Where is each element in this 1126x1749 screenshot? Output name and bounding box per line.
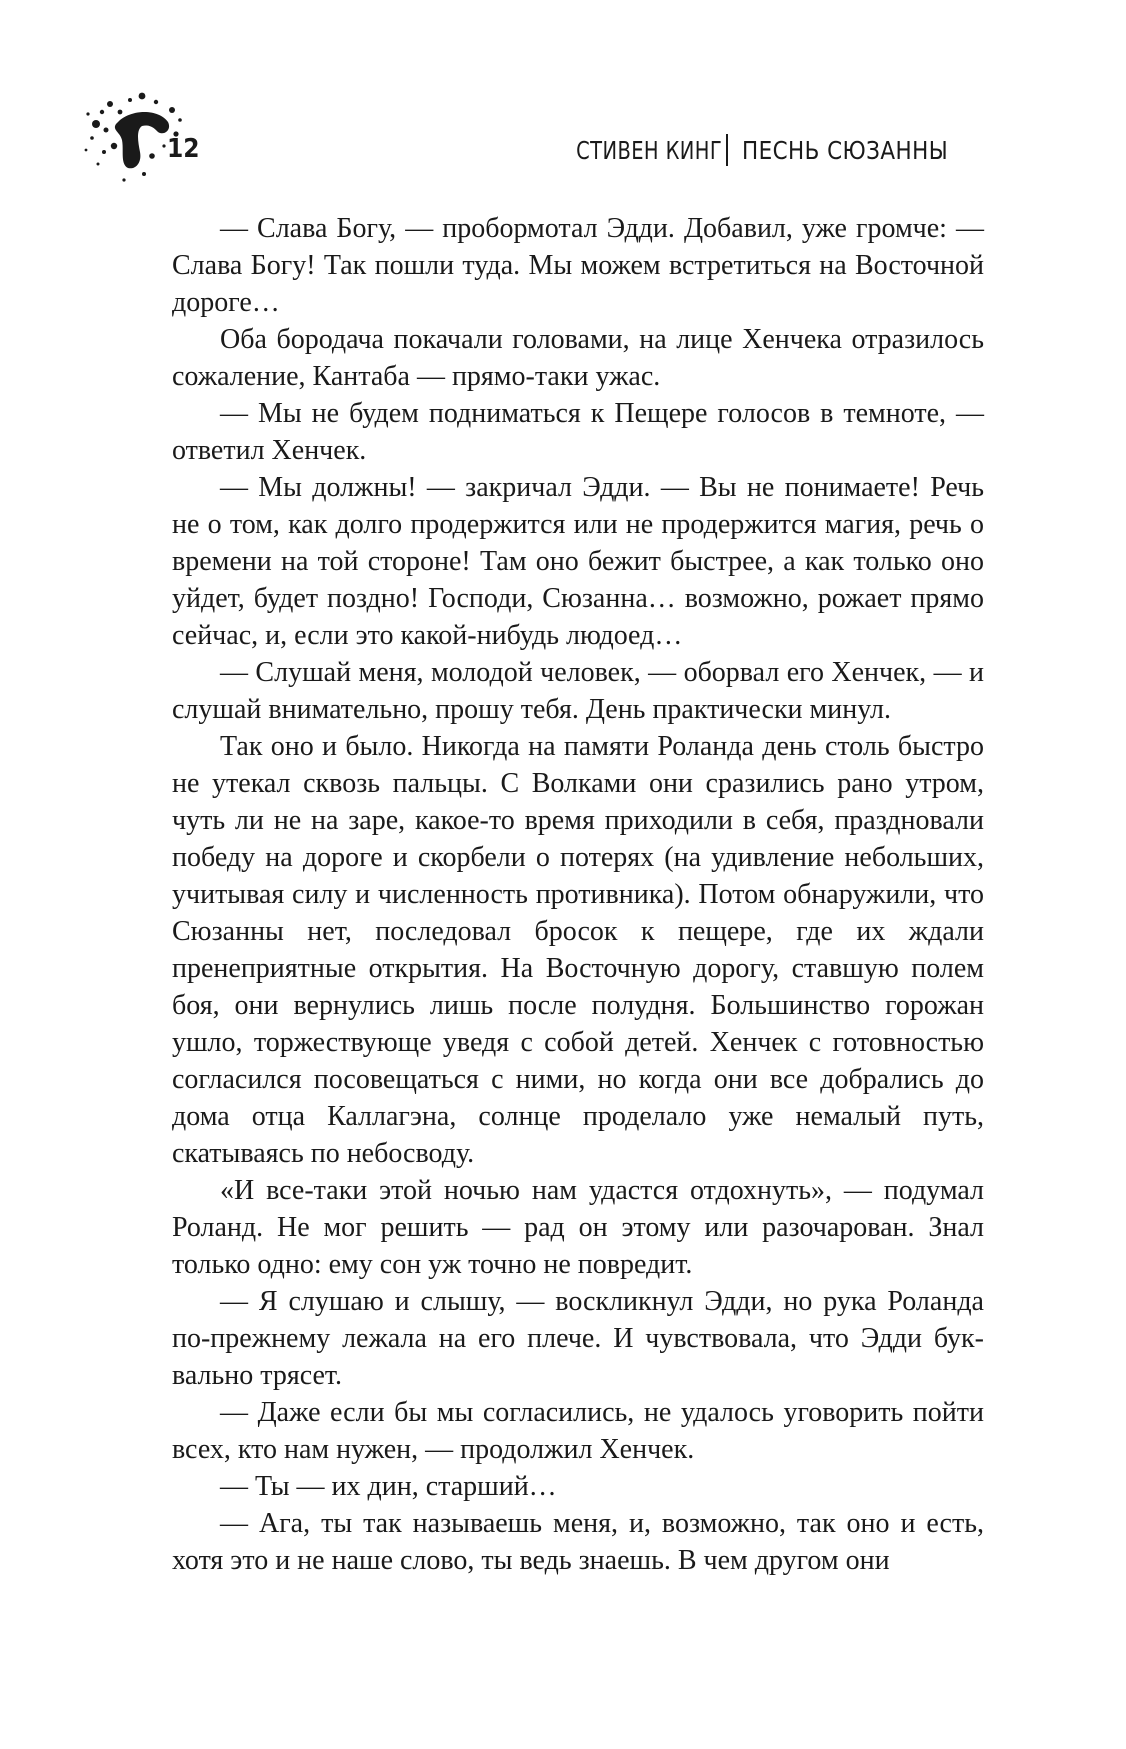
paragraph: Так оно и было. Никогда на памяти Роланда день столь быстро не утекал сквозь пальцы. С Волками они сразились рано утром, чуть ли не на заре, какое-то время приходили в себя, праздновали победу на дороге и скорбели о потерях (на удивление небольших, учитывая силу и численность противника). Потом обнаружили, что Сюзанны нет, последовал бросок к пещере, где их ждали пренеприятные открытия. На Восточную дорогу, ставшую полем боя, они вернулись лишь после полудня. Большинство горожан ушло, торжествующе уведя с собой детей. Хенчек с готовностью согласился посовещаться с ними, но когда они все добрались до дома отца Каллагэна, солнце проделало уже немалый путь, скатываясь по небосводу. (172, 731, 984, 1169)
paragraph: — Слава Богу, — пробормотал Эдди. Добавил, уже громче: — Слава Богу! Так пошли туда. Мы можем встретиться на Восточной дороге… (172, 213, 984, 318)
running-head (535, 134, 982, 166)
paragraph: «И все-таки этой ночью нам удастся отдохнуть», — подумал Роланд. Не мог решить — рад он этому или разочарован. Знал только одно: ему сон уж точно не повредит. (172, 1175, 984, 1280)
paragraph: — Ты — их дин, старший… (220, 1471, 557, 1502)
book-title: ПЕСНЬ СЮЗАННЫ (742, 135, 949, 165)
paragraph: — Я слушаю и слышу, — воскликнул Эдди, но рука Роланда по-прежнему лежала на его плече. И чувствовала, что Эдди буквально трясет. (172, 1286, 984, 1391)
paragraph: — Мы не будем подниматься к Пещере голосов в темноте, — ответил Хенчек. (172, 398, 984, 466)
paragraph: Оба бородача покачали головами, на лице Хенчека отразилось сожаление, Кантаба — прямо-таки ужас. (172, 324, 984, 392)
body-text (172, 210, 984, 1579)
page-number: 12 (167, 134, 200, 164)
paragraph: — Слушай меня, молодой человек, — оборвал его Хенчек, — и слушай внимательно, прошу тебя. День практически минул. (172, 657, 984, 725)
author-name: СТИВЕН КИНГ (576, 135, 723, 165)
page-header (0, 128, 1126, 168)
paragraph: — Ага, ты так называешь меня, и, возможно, так оно и есть, хотя это и не наше слово, ты ведь знаешь. В чем другом они (172, 1508, 984, 1576)
paragraph: — Мы должны! — закричал Эдди. — Вы не понимаете! Речь не о том, как долго продержится или не продержится магия, речь о времени на той стороне! Там оно бежит быстрее, а как только оно уйдет, будет поздно! Господи, Сюзанна… возможно, рожает прямо сейчас, и, если это какой-нибудь людоед… (172, 472, 984, 651)
paragraph: — Даже если бы мы согласились, не удалось уговорить пойти всех, кто нам нужен, — продолжил Хенчек. (172, 1397, 984, 1465)
header-divider (726, 134, 728, 166)
